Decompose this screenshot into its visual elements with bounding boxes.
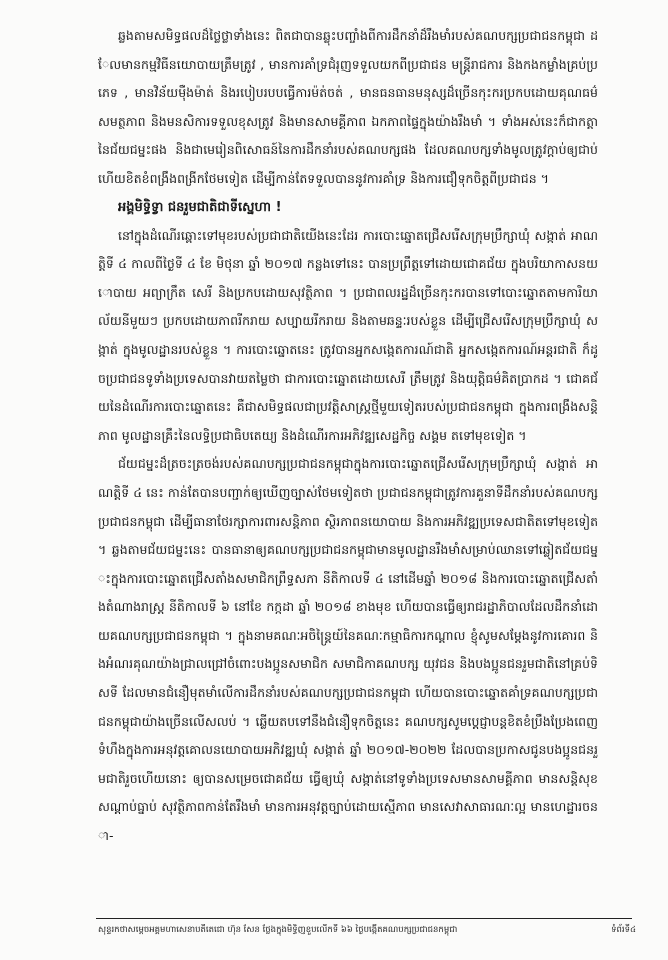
paragraph-2: នៅក្នុងដំណើរឆ្ពោះទៅមុខរបស់ប្រជាជាតិយើងនេះដែរ ការបោះឆ្នោតជ្រើសរើសក្រុមប្រឹក្សាឃុំ សង្កាត់ អាណត្តិទី ៤ កាលពីថ្ងៃទី ៤ ខែ មិថុនា ឆ្នាំ ២០១៧ កន្លងទៅនេះ បានប្រព្រឹត្តទៅដោយជោគជ័យ ក្នុងបរិយាកាសនយោបាយ អព្យាក្រឹត សេរី និងប្រកបដោយសុវត្ថិភាព ។ ប្រជាពលរដ្ឋដ៏ច្រើនកុះករបានទៅបោះឆ្នោតតាមការិយាល័យនីមួយៗ ប្រកបដោយភាពរីករាយ សប្បាយរីករាយ និងតាមឆន្ទៈរបស់ខ្លួន ដើម្បីជ្រើសរើសក្រុមប្រឹក្សាឃុំ សង្កាត់ ក្នុងមូលដ្ឋានរបស់ខ្លួន ។ ការបោះឆ្នោតនេះ ត្រូវបានអ្នកសង្កេតការណ៍ជាតិ អ្នកសង្កេតការណ៍អន្តរជាតិ ក៏ដូចប្រជាជនទូទាំងប្រទេសបានវាយតម្លៃថា ជាការបោះឆ្នោតដោយសេរី ត្រឹមត្រូវ និងយុត្តិធម៌គិតប្រាកដ ។ ជោគជ័យនៃដំណើរការបោះឆ្នោតនេះ គឺជាសមិទ្ធផលជាប្រវត្តិសាស្ត្រថ្មីមួយទៀតរបស់ប្រជាជនកម្ពុជា ក្នុងការពង្រឹងសន្តិភាព មូលដ្ឋានគ្រឹះនៃលទ្ធិប្រជាធិបតេយ្យ និងដំណើរការអភិវឌ្ឍសេដ្ឋកិច្ច សង្គម តទៅមុខទៀត ។ xyxy=(98,227,598,443)
paragraph-1: ឆ្លងតាមសមិទ្ធផលដ៏ថ្លៃថ្លាទាំងនេះ ពិតជាបានឆ្លុះបញ្ចាំងពីការដឹកនាំដ៏រឹងមាំរបស់គណបក្សប្រជាជនកម្ពុជា ដែលមានកម្មវិធីនយោបាយត្រឹមត្រូវ , មានការគាំទ្រជំរុញទទួលយកពីប្រជាជន មន្ត្រីរាជការ និងកងកម្លាំងគ្រប់ប្រភេទ , មានវិន័យម៉ឺងម៉ាត់ និងរបៀបរបបធ្វើការម៉ត់ចត់ , មានធនធានមនុស្សដ៏ច្រើនកុះករប្រកបដោយគុណធម៌ សមត្ថភាព និងមនសិការទទួលខុសត្រូវ និងមានសាមគ្គីភាព ឯកភាពផ្ទៃក្នុងយ៉ាងរឹងមាំ ។ ទាំងអស់នេះក៏ជាកត្តានៃជ័យជម្នះផង និងជាមេរៀនពិសោធន៍នៃការដឹកនាំរបស់គណបក្សផង ដែលគណបក្សទាំងមូលត្រូវក្តាប់ឲ្យជាប់ ហើយខិតខំពង្រឹងពង្រីកថែមទៀត ដើម្បីកាន់តែទទួលបាននូវការគាំទ្រ និងការជឿទុកចិត្តពីប្រជាជន ។ xyxy=(98,28,598,186)
footer-divider xyxy=(96,918,632,919)
document-body xyxy=(98,22,598,912)
page-number: ទំព័រទី៤ xyxy=(611,925,636,935)
footer-text: សុន្ទរកថាសម្តេចអគ្គមហាសេនាបតីតេជោ ហ៊ុន សែន ថ្លែងក្នុងមិទ្ធិញខួបលើកទី ៦៦ ថ្ងៃបង្កើតគណបក្សប្រជាជនកម្ពុជា xyxy=(98,925,458,935)
section-heading: អង្គមិទ្ធិទ្វា ជនរួមជាតិជាទីស្នេហា ! xyxy=(118,199,282,215)
paragraph-3: ជ័យជម្នះដ៏ត្រចះត្រចង់របស់គណបក្សប្រជាជនកម្ពុជាក្នុងការបោះឆ្នោតជ្រើសរើសក្រុមប្រឹក្សាឃុំ សង្កាត់ អាណត្តិទី ៤ នេះ កាន់តែបានបញ្ជាក់ឲ្យឃើញច្បាស់ថែមទៀតថា ប្រជាជនកម្ពុជាត្រូវការគួនាទីដឹកនាំរបស់គណបក្សប្រជាជនកម្ពុជា ដើម្បីធានាថែរក្សាការពារសន្តិភាព ស្ថិរភាពនយោបាយ និងការអភិវឌ្ឍប្រទេសជាតិតទៅមុខទៀត ។ ឆ្លងតាមជ័យជម្នះនេះ បានធានាឲ្យគណបក្សប្រជាជនកម្ពុជាមានមូលដ្ឋានរឹងមាំសម្រាប់ឈានទៅឆ្លៀតជ័យជម្នះក្នុងការបោះឆ្នោតជ្រើសតាំងសមាជិកព្រឹទ្ធសភា នីតិកាលទី ៤ នៅដើមឆ្នាំ ២០១៨ និងការបោះឆ្នោតជ្រើសតាំងតំណាងរាស្ត្រ នីតិកាលទី ៦ នៅខែ កក្កដា ឆ្នាំ ២០១៨ ខាងមុខ ហើយបានធ្វើឲ្យរាជរដ្ឋាភិបាលដែលដឹកនាំដោយគណបក្សប្រជាជនកម្ពុជា ។ ក្នុងនាមគណៈអចិន្ត្រៃយ៍នៃគណៈកម្មាធិការកណ្តាល ខ្ញុំសូមសម្តែងនូវការគោរព និងអំណរគុណយ៉ាងជ្រាលជ្រៅចំពោះបងប្អូនសមាជិក សមាជិកាគណបក្ស យុវជន និងបងប្អូនជនរួមជាតិនៅគ្រប់ទិសទី ដែលមានជំនឿមុតមាំលើការដឹកនាំរបស់គណបក្សប្រជាជនកម្ពុជា ហើយបានបោះឆ្នោតគាំទ្រគណបក្សប្រជាជនកម្ពុជាយ៉ាងច្រើនលើសលប់ ។ ឆ្លើយតបទៅនឹងជំនឿទុកចិត្តនេះ គណបក្សសូមប្តេជ្ញាបន្តខិតខំប្រឹងប្រែងពេញទំហឹងក្នុងការអនុវត្តគោលនយោបាយអភិវឌ្ឍឃុំ សង្កាត់ ឆ្នាំ ២០១៧-២០២២ ដែលបានប្រកាសជូនបងប្អូនជនរួមជាតិរួចហើយនោះ ឲ្យបានសម្រេចជោគជ័យ ធ្វើឲ្យឃុំ សង្កាត់នៅទូទាំងប្រទេសមានសាមគ្គីភាព មានសន្តិសុខ សណ្តាប់ធ្នាប់ សុវត្ថិភាពកាន់តែរឹងមាំ មានការអនុវត្តច្បាប់ដោយស្មើភាព មានសេវាសាធារណៈល្អ មានហេដ្ឋារចនា- xyxy=(98,456,598,844)
